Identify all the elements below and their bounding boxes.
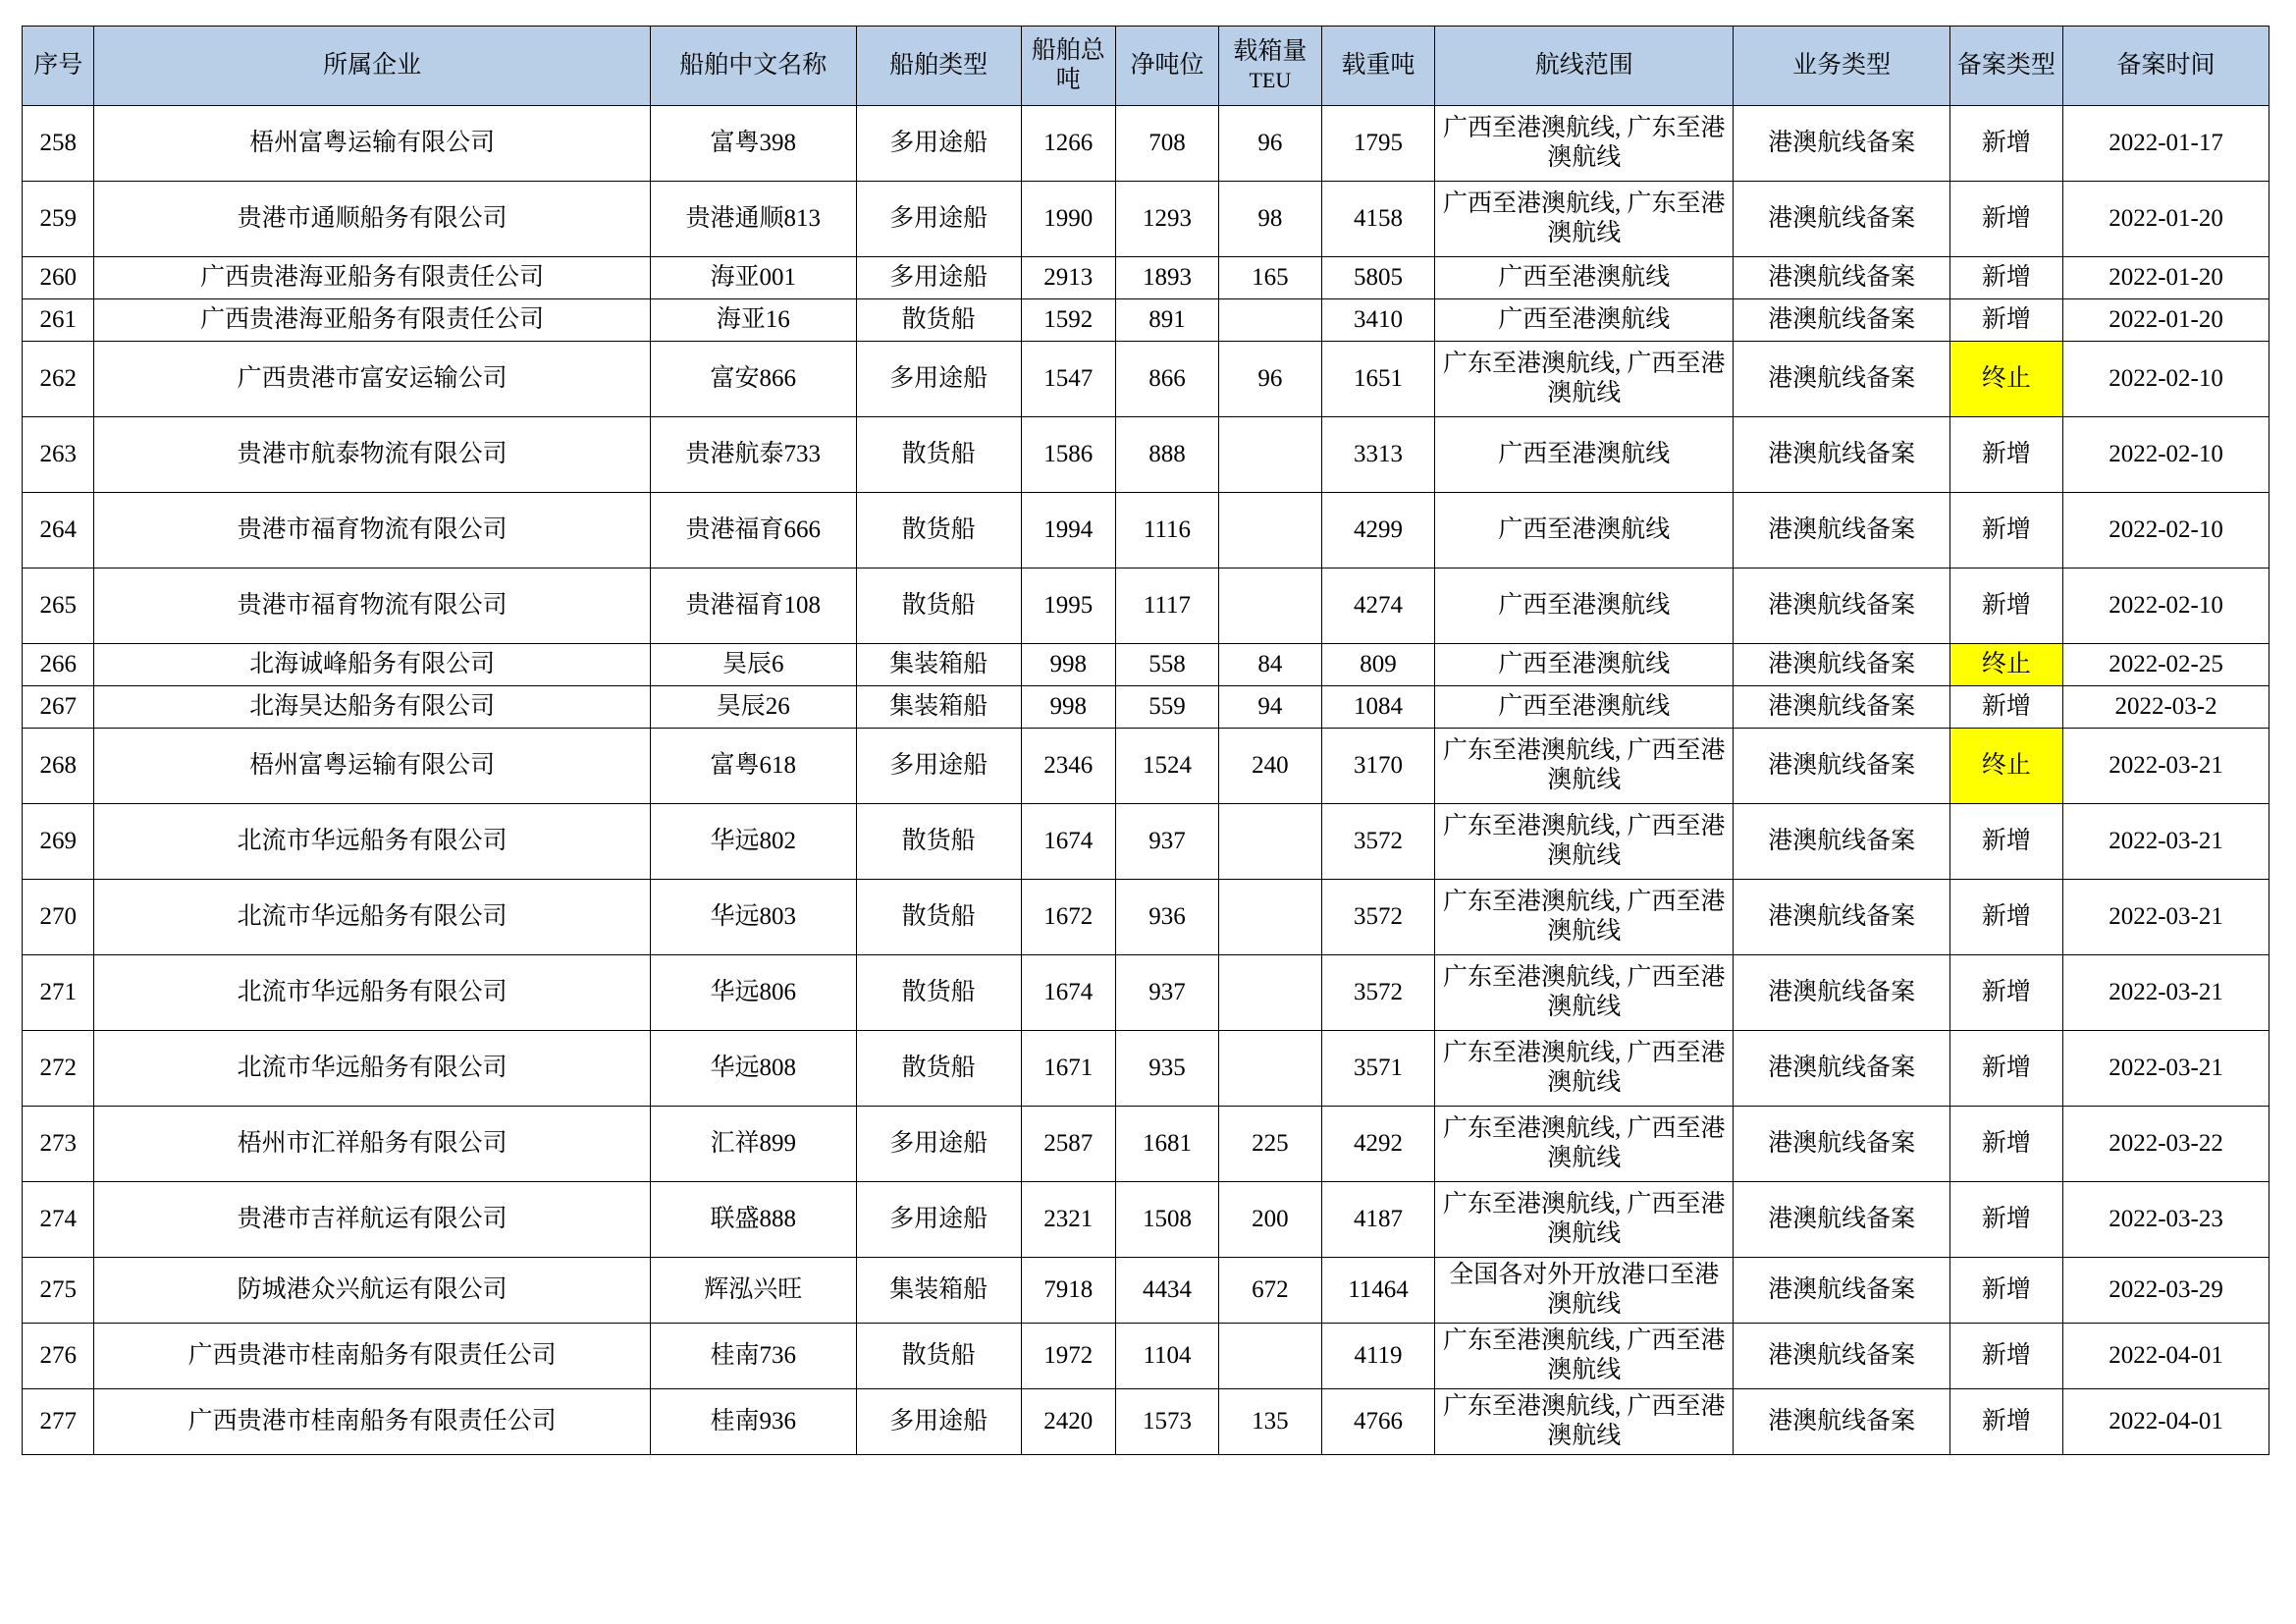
cell-seq: 272 — [23, 1031, 94, 1107]
cell-route: 广西至港澳航线 — [1435, 299, 1734, 342]
cell-gross-tonnage: 2321 — [1021, 1182, 1116, 1258]
cell-gross-tonnage: 1671 — [1021, 1031, 1116, 1107]
cell-company: 贵港市福育物流有限公司 — [94, 568, 650, 644]
cell-ship-name: 贵港航泰733 — [650, 417, 856, 493]
cell-ship-type: 散货船 — [856, 1324, 1021, 1389]
cell-seq: 259 — [23, 182, 94, 257]
cell-dwt: 4158 — [1321, 182, 1434, 257]
cell-route: 广西至港澳航线 — [1435, 417, 1734, 493]
cell-record-date: 2022-03-29 — [2063, 1258, 2269, 1324]
cell-business-type: 港澳航线备案 — [1734, 417, 1949, 493]
cell-route: 广西至港澳航线 — [1435, 644, 1734, 686]
header-row — [23, 27, 2269, 106]
table-body — [23, 106, 2269, 1455]
cell-ship-name: 桂南736 — [650, 1324, 856, 1389]
table-row — [23, 257, 2269, 299]
cell-business-type: 港澳航线备案 — [1734, 1258, 1949, 1324]
cell-record-type: 新增 — [1949, 804, 2062, 880]
cell-business-type: 港澳航线备案 — [1734, 686, 1949, 729]
cell-seq: 258 — [23, 106, 94, 182]
cell-gross-tonnage: 1972 — [1021, 1324, 1116, 1389]
table-row — [23, 1389, 2269, 1455]
cell-teu — [1218, 1031, 1321, 1107]
cell-net-tonnage: 1116 — [1116, 493, 1219, 568]
cell-ship-name: 昊辰26 — [650, 686, 856, 729]
cell-ship-type: 散货船 — [856, 417, 1021, 493]
cell-business-type: 港澳航线备案 — [1734, 257, 1949, 299]
cell-dwt: 4299 — [1321, 493, 1434, 568]
cell-record-date: 2022-01-20 — [2063, 257, 2269, 299]
cell-net-tonnage: 1681 — [1116, 1107, 1219, 1182]
table-row — [23, 729, 2269, 804]
cell-ship-type: 集装箱船 — [856, 686, 1021, 729]
cell-record-type: 新增 — [1949, 417, 2062, 493]
cell-gross-tonnage: 1995 — [1021, 568, 1116, 644]
cell-business-type: 港澳航线备案 — [1734, 1324, 1949, 1389]
cell-gross-tonnage: 1547 — [1021, 342, 1116, 417]
cell-route: 广西至港澳航线 — [1435, 257, 1734, 299]
cell-ship-name: 华远808 — [650, 1031, 856, 1107]
cell-teu: 135 — [1218, 1389, 1321, 1455]
cell-ship-type: 集装箱船 — [856, 644, 1021, 686]
cell-record-date: 2022-01-20 — [2063, 182, 2269, 257]
cell-teu: 84 — [1218, 644, 1321, 686]
table-row — [23, 1107, 2269, 1182]
cell-seq: 269 — [23, 804, 94, 880]
cell-seq: 275 — [23, 1258, 94, 1324]
cell-business-type: 港澳航线备案 — [1734, 493, 1949, 568]
cell-ship-name: 富安866 — [650, 342, 856, 417]
cell-company: 北海昊达船务有限公司 — [94, 686, 650, 729]
cell-record-date: 2022-03-23 — [2063, 1182, 2269, 1258]
cell-business-type: 港澳航线备案 — [1734, 106, 1949, 182]
cell-record-type: 新增 — [1949, 1389, 2062, 1455]
cell-record-type: 新增 — [1949, 1324, 2062, 1389]
cell-dwt: 11464 — [1321, 1258, 1434, 1324]
cell-gross-tonnage: 1592 — [1021, 299, 1116, 342]
cell-ship-type: 散货船 — [856, 1031, 1021, 1107]
cell-seq: 266 — [23, 644, 94, 686]
cell-company: 广西贵港市桂南船务有限责任公司 — [94, 1389, 650, 1455]
status-badge: 终止 — [1949, 644, 2062, 686]
cell-company: 梧州富粤运输有限公司 — [94, 729, 650, 804]
cell-gross-tonnage: 2346 — [1021, 729, 1116, 804]
cell-gross-tonnage: 1994 — [1021, 493, 1116, 568]
cell-business-type: 港澳航线备案 — [1734, 729, 1949, 804]
table-row — [23, 804, 2269, 880]
cell-record-type: 新增 — [1949, 1182, 2062, 1258]
cell-seq: 274 — [23, 1182, 94, 1258]
col-header-teu-sub: TEU — [1249, 67, 1292, 92]
table-row — [23, 644, 2269, 686]
cell-ship-type: 散货船 — [856, 493, 1021, 568]
cell-company: 梧州富粤运输有限公司 — [94, 106, 650, 182]
cell-seq: 267 — [23, 686, 94, 729]
cell-ship-name: 富粤398 — [650, 106, 856, 182]
cell-record-date: 2022-02-10 — [2063, 417, 2269, 493]
cell-route: 广东至港澳航线, 广西至港澳航线 — [1435, 1182, 1734, 1258]
cell-ship-name: 辉泓兴旺 — [650, 1258, 856, 1324]
cell-net-tonnage: 935 — [1116, 1031, 1219, 1107]
cell-teu: 672 — [1218, 1258, 1321, 1324]
cell-seq: 271 — [23, 955, 94, 1031]
col-header-route: 航线范围 — [1435, 27, 1734, 106]
cell-dwt: 4274 — [1321, 568, 1434, 644]
cell-route: 广西至港澳航线, 广东至港澳航线 — [1435, 182, 1734, 257]
cell-dwt: 4292 — [1321, 1107, 1434, 1182]
cell-dwt: 1651 — [1321, 342, 1434, 417]
cell-gross-tonnage: 998 — [1021, 686, 1116, 729]
cell-seq: 276 — [23, 1324, 94, 1389]
cell-gross-tonnage: 1990 — [1021, 182, 1116, 257]
cell-ship-type: 集装箱船 — [856, 1258, 1021, 1324]
cell-ship-type: 散货船 — [856, 568, 1021, 644]
cell-ship-name: 华远803 — [650, 880, 856, 955]
cell-net-tonnage: 937 — [1116, 955, 1219, 1031]
cell-business-type: 港澳航线备案 — [1734, 1389, 1949, 1455]
cell-dwt: 3572 — [1321, 880, 1434, 955]
col-header-gross-tonnage: 船舶总吨 — [1021, 27, 1116, 106]
cell-dwt: 3410 — [1321, 299, 1434, 342]
col-header-record-type: 备案类型 — [1949, 27, 2062, 106]
cell-teu: 96 — [1218, 342, 1321, 417]
col-header-dwt: 载重吨 — [1321, 27, 1434, 106]
cell-record-date: 2022-03-21 — [2063, 804, 2269, 880]
cell-teu — [1218, 568, 1321, 644]
status-badge: 终止 — [1949, 342, 2062, 417]
cell-net-tonnage: 1893 — [1116, 257, 1219, 299]
status-badge: 终止 — [1949, 729, 2062, 804]
cell-ship-name: 海亚001 — [650, 257, 856, 299]
cell-route: 广东至港澳航线, 广西至港澳航线 — [1435, 342, 1734, 417]
table-row — [23, 299, 2269, 342]
table-row — [23, 342, 2269, 417]
cell-gross-tonnage: 1674 — [1021, 804, 1116, 880]
cell-dwt: 3170 — [1321, 729, 1434, 804]
cell-net-tonnage: 1508 — [1116, 1182, 1219, 1258]
col-header-company: 所属企业 — [94, 27, 650, 106]
cell-ship-name: 华远802 — [650, 804, 856, 880]
cell-dwt: 5805 — [1321, 257, 1434, 299]
cell-business-type: 港澳航线备案 — [1734, 568, 1949, 644]
cell-record-date: 2022-02-25 — [2063, 644, 2269, 686]
cell-company: 贵港市福育物流有限公司 — [94, 493, 650, 568]
cell-route: 广东至港澳航线, 广西至港澳航线 — [1435, 1389, 1734, 1455]
cell-record-type: 新增 — [1949, 299, 2062, 342]
cell-record-date: 2022-04-01 — [2063, 1324, 2269, 1389]
cell-ship-name: 贵港通顺813 — [650, 182, 856, 257]
cell-business-type: 港澳航线备案 — [1734, 804, 1949, 880]
cell-seq: 263 — [23, 417, 94, 493]
cell-route: 广东至港澳航线, 广西至港澳航线 — [1435, 1031, 1734, 1107]
cell-company: 北流市华远船务有限公司 — [94, 1031, 650, 1107]
cell-route: 广西至港澳航线 — [1435, 493, 1734, 568]
cell-net-tonnage: 558 — [1116, 644, 1219, 686]
cell-company: 广西贵港海亚船务有限责任公司 — [94, 299, 650, 342]
cell-ship-type: 散货船 — [856, 299, 1021, 342]
cell-dwt: 4187 — [1321, 1182, 1434, 1258]
cell-record-date: 2022-03-21 — [2063, 1031, 2269, 1107]
col-header-ship-type: 船舶类型 — [856, 27, 1021, 106]
cell-route: 广西至港澳航线, 广东至港澳航线 — [1435, 106, 1734, 182]
cell-teu — [1218, 493, 1321, 568]
cell-seq: 273 — [23, 1107, 94, 1182]
cell-company: 北流市华远船务有限公司 — [94, 955, 650, 1031]
cell-business-type: 港澳航线备案 — [1734, 342, 1949, 417]
cell-teu: 240 — [1218, 729, 1321, 804]
cell-teu — [1218, 880, 1321, 955]
cell-net-tonnage: 4434 — [1116, 1258, 1219, 1324]
cell-gross-tonnage: 2587 — [1021, 1107, 1116, 1182]
cell-dwt: 1795 — [1321, 106, 1434, 182]
cell-route: 全国各对外开放港口至港澳航线 — [1435, 1258, 1734, 1324]
cell-dwt: 3571 — [1321, 1031, 1434, 1107]
cell-net-tonnage: 936 — [1116, 880, 1219, 955]
cell-business-type: 港澳航线备案 — [1734, 880, 1949, 955]
cell-teu — [1218, 955, 1321, 1031]
cell-ship-type: 多用途船 — [856, 257, 1021, 299]
cell-teu: 96 — [1218, 106, 1321, 182]
cell-net-tonnage: 1524 — [1116, 729, 1219, 804]
cell-dwt: 4766 — [1321, 1389, 1434, 1455]
cell-teu: 200 — [1218, 1182, 1321, 1258]
col-header-teu-main: 载箱量 — [1233, 38, 1308, 66]
table-row — [23, 686, 2269, 729]
cell-dwt: 1084 — [1321, 686, 1434, 729]
cell-record-type: 新增 — [1949, 955, 2062, 1031]
cell-record-type: 新增 — [1949, 1031, 2062, 1107]
cell-seq: 265 — [23, 568, 94, 644]
cell-ship-name: 联盛888 — [650, 1182, 856, 1258]
cell-teu: 165 — [1218, 257, 1321, 299]
cell-route: 广东至港澳航线, 广西至港澳航线 — [1435, 804, 1734, 880]
col-header-record-date: 备案时间 — [2063, 27, 2269, 106]
cell-ship-type: 散货船 — [856, 880, 1021, 955]
table-header — [23, 27, 2269, 106]
cell-teu: 94 — [1218, 686, 1321, 729]
cell-business-type: 港澳航线备案 — [1734, 955, 1949, 1031]
table-row — [23, 568, 2269, 644]
cell-route: 广东至港澳航线, 广西至港澳航线 — [1435, 729, 1734, 804]
col-header-teu — [1218, 27, 1321, 106]
cell-ship-type: 多用途船 — [856, 1107, 1021, 1182]
cell-record-date: 2022-01-20 — [2063, 299, 2269, 342]
col-header-seq: 序号 — [23, 27, 94, 106]
table-row — [23, 1324, 2269, 1389]
cell-company: 北海诚峰船务有限公司 — [94, 644, 650, 686]
cell-record-type: 新增 — [1949, 257, 2062, 299]
cell-company: 广西贵港市桂南船务有限责任公司 — [94, 1324, 650, 1389]
cell-gross-tonnage: 1672 — [1021, 880, 1116, 955]
cell-record-type: 新增 — [1949, 880, 2062, 955]
cell-net-tonnage: 866 — [1116, 342, 1219, 417]
cell-net-tonnage: 1104 — [1116, 1324, 1219, 1389]
cell-ship-type: 多用途船 — [856, 1389, 1021, 1455]
cell-route: 广东至港澳航线, 广西至港澳航线 — [1435, 1107, 1734, 1182]
cell-ship-type: 多用途船 — [856, 729, 1021, 804]
cell-teu — [1218, 417, 1321, 493]
cell-record-type: 新增 — [1949, 686, 2062, 729]
cell-gross-tonnage: 7918 — [1021, 1258, 1116, 1324]
cell-ship-type: 散货船 — [856, 804, 1021, 880]
cell-record-date: 2022-02-10 — [2063, 493, 2269, 568]
cell-net-tonnage: 708 — [1116, 106, 1219, 182]
cell-seq: 262 — [23, 342, 94, 417]
cell-company: 贵港市航泰物流有限公司 — [94, 417, 650, 493]
cell-record-date: 2022-03-21 — [2063, 955, 2269, 1031]
cell-business-type: 港澳航线备案 — [1734, 1031, 1949, 1107]
cell-business-type: 港澳航线备案 — [1734, 1107, 1949, 1182]
cell-gross-tonnage: 1586 — [1021, 417, 1116, 493]
cell-company: 贵港市通顺船务有限公司 — [94, 182, 650, 257]
cell-teu: 98 — [1218, 182, 1321, 257]
cell-ship-name: 昊辰6 — [650, 644, 856, 686]
cell-record-date: 2022-01-17 — [2063, 106, 2269, 182]
cell-business-type: 港澳航线备案 — [1734, 644, 1949, 686]
cell-gross-tonnage: 1674 — [1021, 955, 1116, 1031]
cell-business-type: 港澳航线备案 — [1734, 299, 1949, 342]
cell-company: 梧州市汇祥船务有限公司 — [94, 1107, 650, 1182]
cell-net-tonnage: 888 — [1116, 417, 1219, 493]
cell-record-type: 新增 — [1949, 182, 2062, 257]
table-row — [23, 1258, 2269, 1324]
cell-ship-type: 多用途船 — [856, 1182, 1021, 1258]
cell-route: 广东至港澳航线, 广西至港澳航线 — [1435, 880, 1734, 955]
cell-company: 广西贵港市富安运输公司 — [94, 342, 650, 417]
table-row — [23, 106, 2269, 182]
cell-business-type: 港澳航线备案 — [1734, 182, 1949, 257]
cell-record-type: 新增 — [1949, 568, 2062, 644]
cell-teu — [1218, 804, 1321, 880]
col-header-ship-name: 船舶中文名称 — [650, 27, 856, 106]
cell-teu — [1218, 299, 1321, 342]
cell-teu: 225 — [1218, 1107, 1321, 1182]
cell-record-type: 新增 — [1949, 1258, 2062, 1324]
cell-record-type: 新增 — [1949, 493, 2062, 568]
cell-company: 北流市华远船务有限公司 — [94, 880, 650, 955]
cell-ship-type: 多用途船 — [856, 182, 1021, 257]
cell-ship-name: 富粤618 — [650, 729, 856, 804]
cell-seq: 261 — [23, 299, 94, 342]
cell-ship-name: 华远806 — [650, 955, 856, 1031]
cell-route: 广东至港澳航线, 广西至港澳航线 — [1435, 955, 1734, 1031]
cell-net-tonnage: 1117 — [1116, 568, 1219, 644]
cell-record-date: 2022-02-10 — [2063, 568, 2269, 644]
cell-ship-name: 汇祥899 — [650, 1107, 856, 1182]
cell-gross-tonnage: 2420 — [1021, 1389, 1116, 1455]
table-row — [23, 880, 2269, 955]
cell-dwt: 3313 — [1321, 417, 1434, 493]
cell-company: 防城港众兴航运有限公司 — [94, 1258, 650, 1324]
cell-ship-name: 贵港福育108 — [650, 568, 856, 644]
cell-route: 广西至港澳航线 — [1435, 686, 1734, 729]
cell-business-type: 港澳航线备案 — [1734, 1182, 1949, 1258]
ship-registration-table — [22, 26, 2269, 1455]
cell-company: 广西贵港海亚船务有限责任公司 — [94, 257, 650, 299]
cell-seq: 277 — [23, 1389, 94, 1455]
cell-record-date: 2022-03-22 — [2063, 1107, 2269, 1182]
table-row — [23, 1031, 2269, 1107]
cell-ship-type: 多用途船 — [856, 106, 1021, 182]
table-row — [23, 182, 2269, 257]
table-row — [23, 1182, 2269, 1258]
cell-dwt: 3572 — [1321, 955, 1434, 1031]
cell-dwt: 809 — [1321, 644, 1434, 686]
cell-seq: 268 — [23, 729, 94, 804]
cell-teu — [1218, 1324, 1321, 1389]
cell-net-tonnage: 559 — [1116, 686, 1219, 729]
cell-route: 广东至港澳航线, 广西至港澳航线 — [1435, 1324, 1734, 1389]
cell-record-date: 2022-04-01 — [2063, 1389, 2269, 1455]
cell-company: 贵港市吉祥航运有限公司 — [94, 1182, 650, 1258]
cell-record-date: 2022-03-21 — [2063, 729, 2269, 804]
cell-gross-tonnage: 1266 — [1021, 106, 1116, 182]
cell-record-date: 2022-03-21 — [2063, 880, 2269, 955]
cell-record-date: 2022-03-2 — [2063, 686, 2269, 729]
table-row — [23, 955, 2269, 1031]
cell-seq: 260 — [23, 257, 94, 299]
cell-net-tonnage: 891 — [1116, 299, 1219, 342]
table-row — [23, 493, 2269, 568]
cell-net-tonnage: 1293 — [1116, 182, 1219, 257]
cell-seq: 264 — [23, 493, 94, 568]
col-header-business-type: 业务类型 — [1734, 27, 1949, 106]
cell-ship-name: 贵港福育666 — [650, 493, 856, 568]
cell-ship-type: 散货船 — [856, 955, 1021, 1031]
cell-ship-name: 海亚16 — [650, 299, 856, 342]
cell-net-tonnage: 1573 — [1116, 1389, 1219, 1455]
table-row — [23, 417, 2269, 493]
cell-record-type: 新增 — [1949, 106, 2062, 182]
cell-ship-name: 桂南936 — [650, 1389, 856, 1455]
cell-gross-tonnage: 998 — [1021, 644, 1116, 686]
cell-dwt: 3572 — [1321, 804, 1434, 880]
cell-route: 广西至港澳航线 — [1435, 568, 1734, 644]
cell-record-date: 2022-02-10 — [2063, 342, 2269, 417]
cell-dwt: 4119 — [1321, 1324, 1434, 1389]
col-header-net-tonnage: 净吨位 — [1116, 27, 1219, 106]
cell-seq: 270 — [23, 880, 94, 955]
cell-net-tonnage: 937 — [1116, 804, 1219, 880]
cell-ship-type: 多用途船 — [856, 342, 1021, 417]
cell-gross-tonnage: 2913 — [1021, 257, 1116, 299]
cell-company: 北流市华远船务有限公司 — [94, 804, 650, 880]
cell-record-type: 新增 — [1949, 1107, 2062, 1182]
